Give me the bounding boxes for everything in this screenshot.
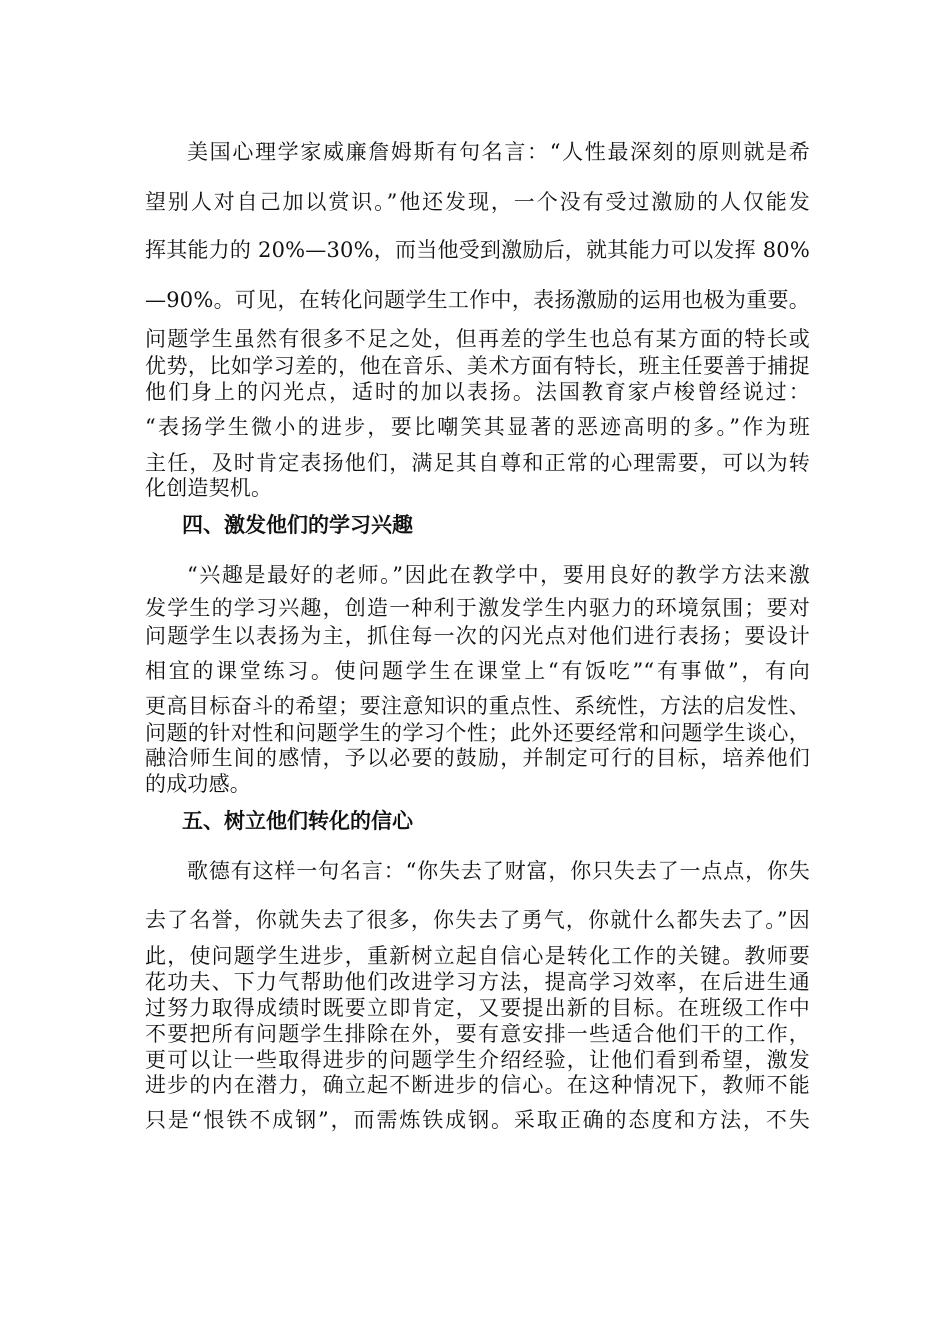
- paragraph-line: 美国心理学家威廉詹姆斯有句名言：“人性最深刻的原则就是希: [187, 140, 810, 164]
- paragraph-line: 化创造契机。: [145, 476, 273, 500]
- paragraph-line: 相宜的课堂练习。使问题学生在课堂上“有饭吃”“有事做”，有向: [145, 659, 810, 683]
- paragraph-line: 不要把所有问题学生排除在外，要有意安排一些适合他们干的工作，: [145, 1022, 810, 1046]
- paragraph-line: “兴趣是最好的老师。”因此在教学中，要用良好的教学方法来激: [187, 563, 810, 587]
- paragraph-line: 进步的内在潜力，确立起不断进步的信心。在这种情况下，教师不能: [145, 1073, 810, 1097]
- paragraph-line: 的成功感。: [145, 772, 251, 796]
- section-heading-four: 四、激发他们的学习兴趣: [182, 513, 413, 537]
- paragraph-line: 过努力取得成绩时既要立即肯定，又要提出新的目标。在班级工作中: [145, 996, 810, 1020]
- paragraph-line: 花功夫、下力气帮助他们改进学习方法，提高学习效率，在后进生通: [145, 970, 810, 994]
- paragraph-line: 去了名誉，你就失去了很多，你失去了勇气，你就什么都失去了。”因: [145, 908, 810, 932]
- paragraph-line: 优势，比如学习差的，他在音乐、美术方面有特长，班主任要善于捕捉: [145, 354, 810, 378]
- paragraph-line: 只是“恨铁不成钢”，而需炼铁成钢。采取正确的态度和方法，不失: [145, 1108, 810, 1132]
- paragraph-line: 问题学生虽然有很多不足之处，但再差的学生也总有某方面的特长或: [145, 327, 810, 351]
- paragraph-line: 更高目标奋斗的希望；要注意知识的重点性、系统性，方法的启发性、: [145, 694, 810, 718]
- paragraph-line: 更可以让一些取得进步的问题学生介绍经验，让他们看到希望，激发: [145, 1048, 810, 1072]
- paragraph-line: 发学生的学习兴趣，创造一种利于激发学生内驱力的环境氛围；要对: [145, 596, 810, 620]
- paragraph-line: 融洽师生间的感情，予以必要的鼓励，并制定可行的目标，培养他们: [145, 746, 810, 770]
- paragraph-line: 问题的针对性和问题学生的学习个性；此外还要经常和问题学生谈心，: [145, 721, 810, 745]
- paragraph-line: 挥其能力的 20%—30%，而当他受到激励后，就其能力可以发挥 80%: [145, 238, 810, 262]
- paragraph-line: 问题学生以表扬为主，抓住每一次的闪光点对他们进行表扬；要设计: [145, 624, 810, 648]
- section-heading-five: 五、树立他们转化的信心: [182, 809, 413, 833]
- paragraph-line: 主任，及时肯定表扬他们，满足其自尊和正常的心理需要，可以为转: [145, 451, 810, 475]
- paragraph-line: —90%。可见，在转化问题学生工作中，表扬激励的运用也极为重要。: [145, 288, 810, 312]
- paragraph-line: 此，使问题学生进步，重新树立起自信心是转化工作的关键。教师要: [145, 944, 810, 968]
- paragraph-line: “表扬学生微小的进步，要比嘲笑其显著的恶迹高明的多。”作为班: [145, 415, 810, 439]
- paragraph-line: 歌德有这样一句名言：“你失去了财富，你只失去了一点点，你失: [187, 859, 810, 883]
- paragraph-line: 他们身上的闪光点，适时的加以表扬。法国教育家卢梭曾经说过：: [145, 380, 810, 404]
- paragraph-line: 望别人对自己加以赏识。”他还发现，一个没有受过激励的人仅能发: [145, 190, 810, 214]
